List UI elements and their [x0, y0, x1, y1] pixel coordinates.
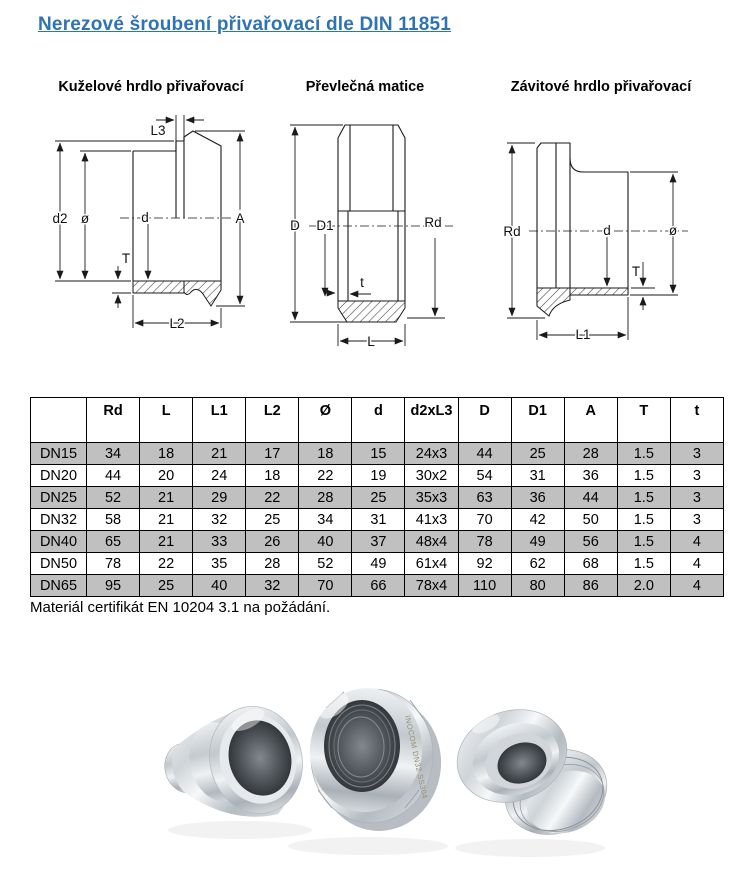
table-cell: 70: [458, 509, 511, 531]
table-cell: 3: [670, 487, 723, 509]
table-cell: 33: [193, 531, 246, 553]
column-header: t: [670, 398, 723, 443]
row-header: DN20: [31, 465, 87, 487]
column-header: T: [617, 398, 670, 443]
table-cell: 54: [458, 465, 511, 487]
table-cell: 3: [670, 509, 723, 531]
column-header: L1: [193, 398, 246, 443]
caption-conical-liner: Kuželové hrdlo přivařovací: [58, 79, 244, 95]
dim-label-L3: L3: [150, 123, 166, 138]
table-cell: 25: [511, 443, 564, 465]
table-cell: 70: [299, 575, 352, 597]
table-cell: 28: [246, 553, 299, 575]
table-cell: 95: [87, 575, 140, 597]
table-cell: 22: [246, 487, 299, 509]
table-cell: 22: [299, 465, 352, 487]
table-cell: 1.5: [617, 443, 670, 465]
column-header: d2xL3: [405, 398, 458, 443]
table-cell: 37: [352, 531, 405, 553]
table-cell: 24x3: [405, 443, 458, 465]
table-cell: 20: [140, 465, 193, 487]
table-cell: 29: [193, 487, 246, 509]
table-row: [31, 487, 724, 509]
table-row: [31, 443, 724, 465]
column-header: A: [564, 398, 617, 443]
table-cell: 1.5: [617, 509, 670, 531]
row-header: DN25: [31, 487, 87, 509]
photo-threaded-liner: [444, 695, 619, 849]
dim-label-L1: L1: [575, 327, 591, 342]
caption-threaded-liner: Závitové hrdlo přivařovací: [510, 79, 692, 95]
table-cell: 92: [458, 553, 511, 575]
table-row: [31, 465, 724, 487]
table-cell: 50: [564, 509, 617, 531]
table-cell: 42: [511, 509, 564, 531]
table-row: [31, 553, 724, 575]
table-cell: 31: [352, 509, 405, 531]
table-cell: 35x3: [405, 487, 458, 509]
table-cell: 32: [246, 575, 299, 597]
table-cell: 19: [352, 465, 405, 487]
table-cell: 1.5: [617, 487, 670, 509]
table-cell: 18: [246, 465, 299, 487]
dim-label-d: d: [603, 223, 611, 238]
table-cell: 49: [511, 531, 564, 553]
technical-drawing-union-nut: [283, 110, 478, 365]
column-header: D: [458, 398, 511, 443]
table-cell: 78: [458, 531, 511, 553]
table-cell: 48x4: [405, 531, 458, 553]
table-cell: 28: [299, 487, 352, 509]
photo-union-nut: [304, 682, 448, 837]
table-cell: 52: [87, 487, 140, 509]
dim-label-T: T: [631, 264, 641, 279]
table-row: [31, 509, 724, 531]
column-header: Rd: [87, 398, 140, 443]
table-cell: 44: [564, 487, 617, 509]
dim-label-Rd: Rd: [503, 224, 521, 239]
caption-union-nut: Převlečná matice: [305, 79, 425, 95]
photo-conical-liner: [160, 696, 314, 823]
column-header: L2: [246, 398, 299, 443]
table-cell: 35: [193, 553, 246, 575]
dim-label-L2: L2: [169, 316, 185, 331]
dim-label-A: A: [235, 211, 245, 226]
column-header: Ø: [299, 398, 352, 443]
table-cell: 17: [246, 443, 299, 465]
table-cell: 32: [193, 509, 246, 531]
column-header: d: [352, 398, 405, 443]
row-header: DN32: [31, 509, 87, 531]
table-cell: 30x2: [405, 465, 458, 487]
table-cell: 22: [140, 553, 193, 575]
table-cell: 31: [511, 465, 564, 487]
row-header: DN50: [31, 553, 87, 575]
table-cell: 44: [87, 465, 140, 487]
table-cell: 25: [246, 509, 299, 531]
table-cell: 1.5: [617, 531, 670, 553]
table-cell: 78: [87, 553, 140, 575]
table-cell: 44: [458, 443, 511, 465]
table-cell: 15: [352, 443, 405, 465]
spec-table: [30, 397, 724, 597]
table-cell: 36: [564, 465, 617, 487]
table-cell: 21: [140, 487, 193, 509]
table-cell: 3: [670, 465, 723, 487]
table-cell: 21: [140, 509, 193, 531]
dim-label-d: d: [141, 210, 149, 225]
dim-label-D: D: [290, 218, 300, 233]
table-cell: 56: [564, 531, 617, 553]
column-header: L: [140, 398, 193, 443]
dim-label-t: t: [360, 275, 364, 290]
dim-label-D1: D1: [316, 218, 334, 233]
table-cell: 34: [299, 509, 352, 531]
header-row: [31, 398, 724, 443]
column-header: D1: [511, 398, 564, 443]
table-cell: 40: [299, 531, 352, 553]
table-cell: 62: [511, 553, 564, 575]
table-cell: 25: [140, 575, 193, 597]
table-cell: 2.0: [617, 575, 670, 597]
table-cell: 86: [564, 575, 617, 597]
technical-drawing-threaded-liner: [483, 110, 748, 365]
table-row: [31, 531, 724, 553]
dim-label-T: T: [121, 251, 131, 266]
table-cell: 26: [246, 531, 299, 553]
table-cell: 25: [352, 487, 405, 509]
table-cell: 1.5: [617, 553, 670, 575]
table-cell: 68: [564, 553, 617, 575]
table-cell: 21: [193, 443, 246, 465]
table-cell: 110: [458, 575, 511, 597]
table-cell: 65: [87, 531, 140, 553]
table-cell: 3: [670, 443, 723, 465]
column-header: [31, 398, 87, 443]
table-row: [31, 575, 724, 597]
table-cell: 18: [140, 443, 193, 465]
table-cell: 49: [352, 553, 405, 575]
table-cell: 80: [511, 575, 564, 597]
dim-label-Rd: Rd: [424, 215, 442, 230]
product-photo: [128, 650, 628, 880]
table-cell: 34: [87, 443, 140, 465]
table-cell: 66: [352, 575, 405, 597]
dim-label-d2: d2: [52, 211, 68, 226]
dim-label-dia: ø: [668, 223, 678, 238]
table-cell: 36: [511, 487, 564, 509]
table-cell: 58: [87, 509, 140, 531]
row-header: DN40: [31, 531, 87, 553]
table-cell: 1.5: [617, 465, 670, 487]
table-cell: 4: [670, 575, 723, 597]
table-cell: 21: [140, 531, 193, 553]
row-header: DN15: [31, 443, 87, 465]
row-header: DN65: [31, 575, 87, 597]
dim-label-dia: ø: [80, 211, 90, 226]
table-cell: 18: [299, 443, 352, 465]
technical-drawing-conical-liner: [38, 110, 273, 365]
table-cell: 40: [193, 575, 246, 597]
table-cell: 4: [670, 553, 723, 575]
table-cell: 63: [458, 487, 511, 509]
table-cell: 28: [564, 443, 617, 465]
table-cell: 4: [670, 531, 723, 553]
table-cell: 61x4: [405, 553, 458, 575]
table-cell: 78x4: [405, 575, 458, 597]
table-cell: 52: [299, 553, 352, 575]
engraving-text: INOCOM DN32 SS304: [403, 714, 430, 800]
material-note: Materiál certifikát EN 10204 3.1 na požádání.: [30, 599, 331, 616]
page-title[interactable]: Nerezové šroubení přivařovací dle DIN 11851: [38, 14, 452, 35]
table-cell: 41x3: [405, 509, 458, 531]
table-cell: 24: [193, 465, 246, 487]
dim-label-L: L: [367, 334, 375, 349]
